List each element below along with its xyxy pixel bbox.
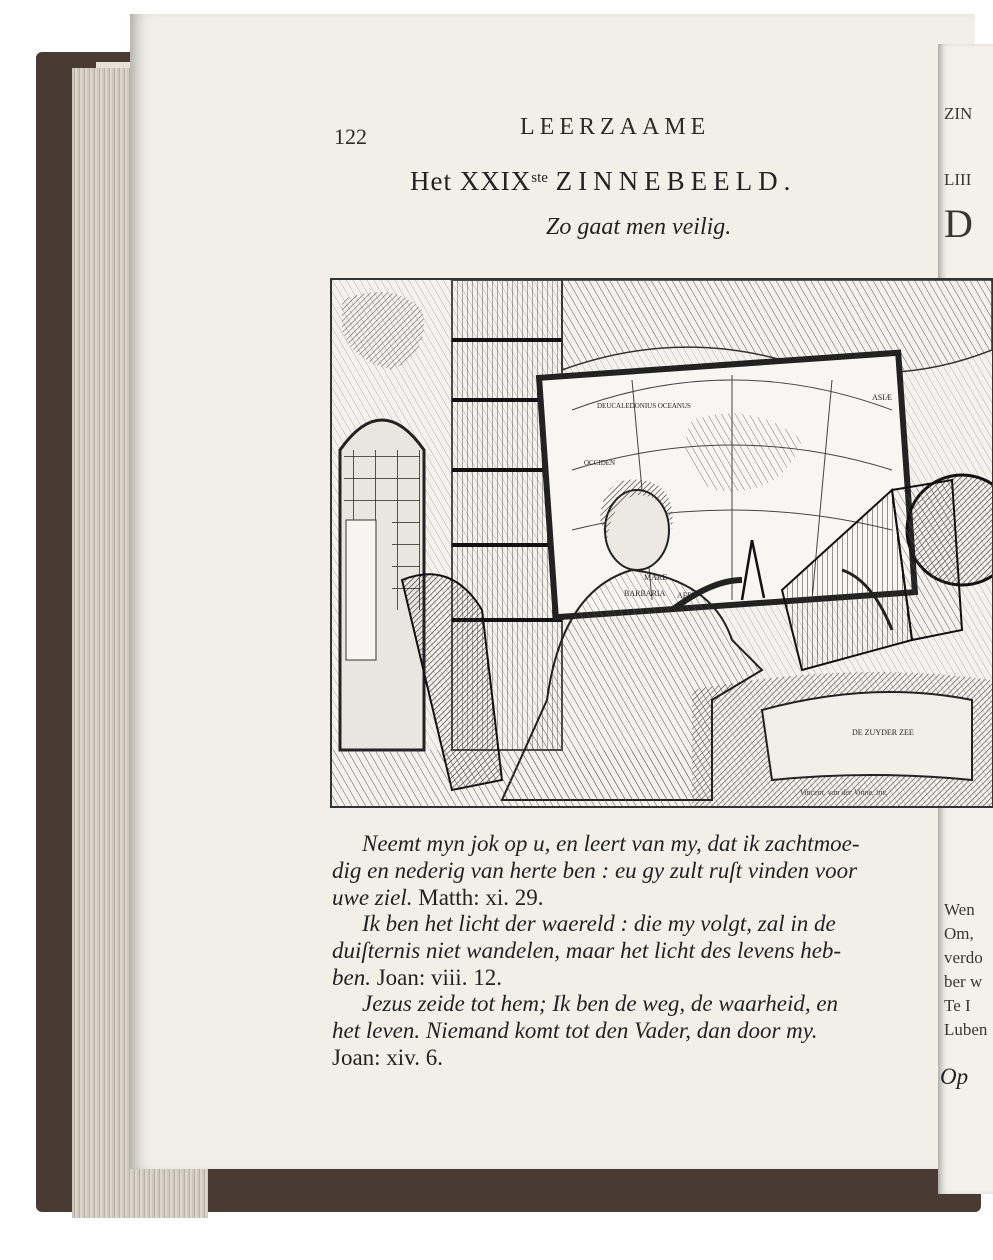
- facing-fragment: ber w: [944, 972, 983, 991]
- verse-2: [332, 910, 972, 991]
- page-number: 122: [334, 124, 367, 149]
- emblem-heading: [410, 166, 796, 197]
- verse-reference: Joan: viii. 12.: [376, 965, 502, 990]
- facing-fragment: Om,: [944, 924, 974, 943]
- verse-line: duiſternis niet wandelen, maar het licht des levens heb-: [332, 938, 842, 963]
- engraving-illustration: [330, 278, 993, 808]
- engraver-signature: Vincent. van der Vinne. inv.: [800, 788, 888, 797]
- heading-word: ZINNEBEELD.: [555, 166, 797, 196]
- facing-fragment: verdo: [944, 948, 983, 967]
- verse-line: dig en nederig van herte ben : eu gy zult ruſt vinden voor: [332, 858, 858, 883]
- emblem-motto: Zo gaat men veilig.: [546, 214, 732, 240]
- facing-fragment: Te I: [944, 996, 971, 1015]
- verse-reference: Joan: xiv. 6.: [332, 1045, 443, 1070]
- heading-prefix: Het XXIX: [410, 166, 532, 196]
- verse-line: ben.: [332, 965, 371, 990]
- verse-reference: Matth: xi. 29.: [418, 885, 544, 910]
- verse-line: Neemt myn jok op u, en leert van my, dat ik zachtmoe-: [362, 831, 860, 856]
- verse-3: [332, 990, 972, 1071]
- map-label: OCCIDEN: [584, 459, 616, 467]
- verse-1: [332, 830, 972, 911]
- facing-fragment: Wen: [944, 900, 975, 919]
- verse-line: uwe ziel.: [332, 885, 413, 910]
- verse-line: het leven. Niemand komt tot den Vader, dan door my.: [332, 1018, 818, 1043]
- facing-fragment: ZIN: [944, 104, 973, 123]
- facing-fragment: D: [944, 201, 973, 246]
- table-map-label: DE ZUYDER ZEE: [852, 728, 914, 737]
- facing-fragment: Luben: [944, 1020, 988, 1039]
- facing-fragment: LIII: [944, 170, 972, 189]
- map-label: DEUCALEDONIUS OCEANUS: [597, 402, 691, 410]
- map-label: ASIÆ: [872, 393, 893, 402]
- verse-line: Jezus zeide tot hem; Ik ben de weg, de waarheid, en: [362, 991, 839, 1016]
- heading-superscript: ste: [531, 170, 548, 186]
- running-head: LEERZAAME: [520, 114, 711, 140]
- verse-line: Ik ben het licht der waereld : die my volgt, zal in de: [362, 911, 836, 936]
- catchword: Op: [940, 1064, 969, 1089]
